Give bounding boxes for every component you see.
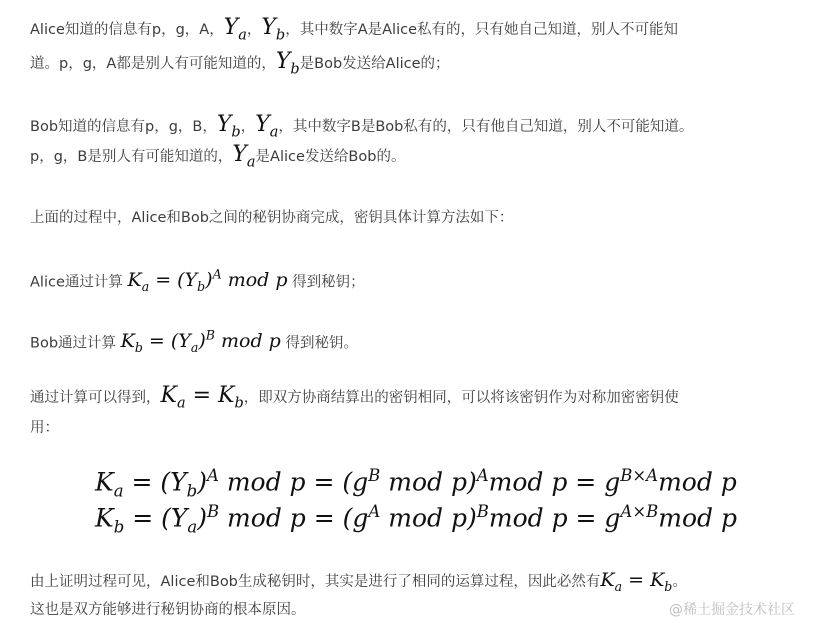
text: 得到秘钥。 <box>285 335 358 352</box>
formula-ka-eq-kb: $K_a = K_b$ <box>600 569 673 594</box>
text: Alice通过计算 <box>30 274 123 291</box>
paragraph-conclusion-cont <box>30 600 306 620</box>
paragraph-alice-compute <box>30 265 365 297</box>
text: Bob通过计算 <box>30 335 117 352</box>
formula-ya: $Y_a$ <box>223 15 247 44</box>
text: 得到秘钥； <box>292 274 365 291</box>
text: 是Alice发送给Bob的。 <box>255 149 406 165</box>
text: 道。p，g，A都是别人有可能知道的， <box>30 56 276 72</box>
text: ，其中数字B是Bob私有的，只有他自己知道，别人不可能知道。 <box>278 119 694 135</box>
text: ，其中数字A是Alice私有的，只有她自己知道，别人不可能知 <box>285 22 679 38</box>
watermark: @稀土掘金技术社区 <box>669 602 795 618</box>
paragraph-bob-info: Bob知道的信息有p，g，B，$Y_b$，$Y_a$，其中数字B是Bob私有的，只有他自己知道，别人不可能知道。 <box>30 112 694 141</box>
formula-ya: $Y_a$ <box>232 142 256 171</box>
paragraph-bob-compute <box>30 326 358 358</box>
formula-yb: $Y_b$ <box>216 112 241 141</box>
paragraph-alice-info: Alice知道的信息有p，g，A，$Y_a$，$Y_b$，其中数字A是Alice私有的，只有她自己知道，别人不可能知 <box>30 15 679 44</box>
equation-ka-derivation: $K_a = (Y_b)^A$ mod $p = (g^B$ mod p)$^A$mod $p = g^{B\times A}mod$ p <box>95 466 737 501</box>
text: 。 <box>672 574 687 590</box>
formula-ya: $Y_a$ <box>255 112 279 141</box>
paragraph-process <box>30 208 513 228</box>
paragraph-equal <box>30 383 679 413</box>
formula-ka-eq-kb: $K_a = K_b$ <box>160 383 244 412</box>
formula-yb: $Y_b$ <box>275 49 300 78</box>
text: p，g，B是别人有可能知道的， <box>30 149 233 165</box>
equation-kb-derivation: $K_b = (Y_a)^B$ mod $p = (g^A$ mod p)$^B$mod $p = g^{A\times B}mod$ p <box>95 502 738 537</box>
text: 通过计算可以得到， <box>30 390 161 406</box>
text: 上面的过程中，Alice和Bob之间的秘钥协商完成，密钥具体计算方法如下： <box>30 210 514 226</box>
formula-yb: $Y_b$ <box>261 15 286 44</box>
formula-kb: $K_b = (Y_a)^B$ mod p <box>120 328 281 356</box>
paragraph-conclusion <box>30 570 687 597</box>
text: Bob知道的信息有p，g，B， <box>30 119 217 135</box>
text: 由上证明过程可见，Alice和Bob生成秘钥时，其实是进行了相同的运算过程，因此必然有 <box>30 574 601 590</box>
text: Alice知道的信息有p，g，A， <box>30 22 224 38</box>
formula-ka: $K_a = (Y_b)^A$ mod p <box>127 267 288 295</box>
text: 是Bob发送给Alice的； <box>299 56 450 72</box>
paragraph-bob-info-cont <box>30 142 406 172</box>
text: ，即双方协商结算出的密钥相同，可以将该密钥作为对称加密密钥使 <box>243 390 679 406</box>
text: 用： <box>30 420 59 436</box>
paragraph-alice-info-cont <box>30 49 450 79</box>
text: 这也是双方能够进行秘钥协商的根本原因。 <box>30 602 306 618</box>
paragraph-equal-cont <box>30 418 59 438</box>
